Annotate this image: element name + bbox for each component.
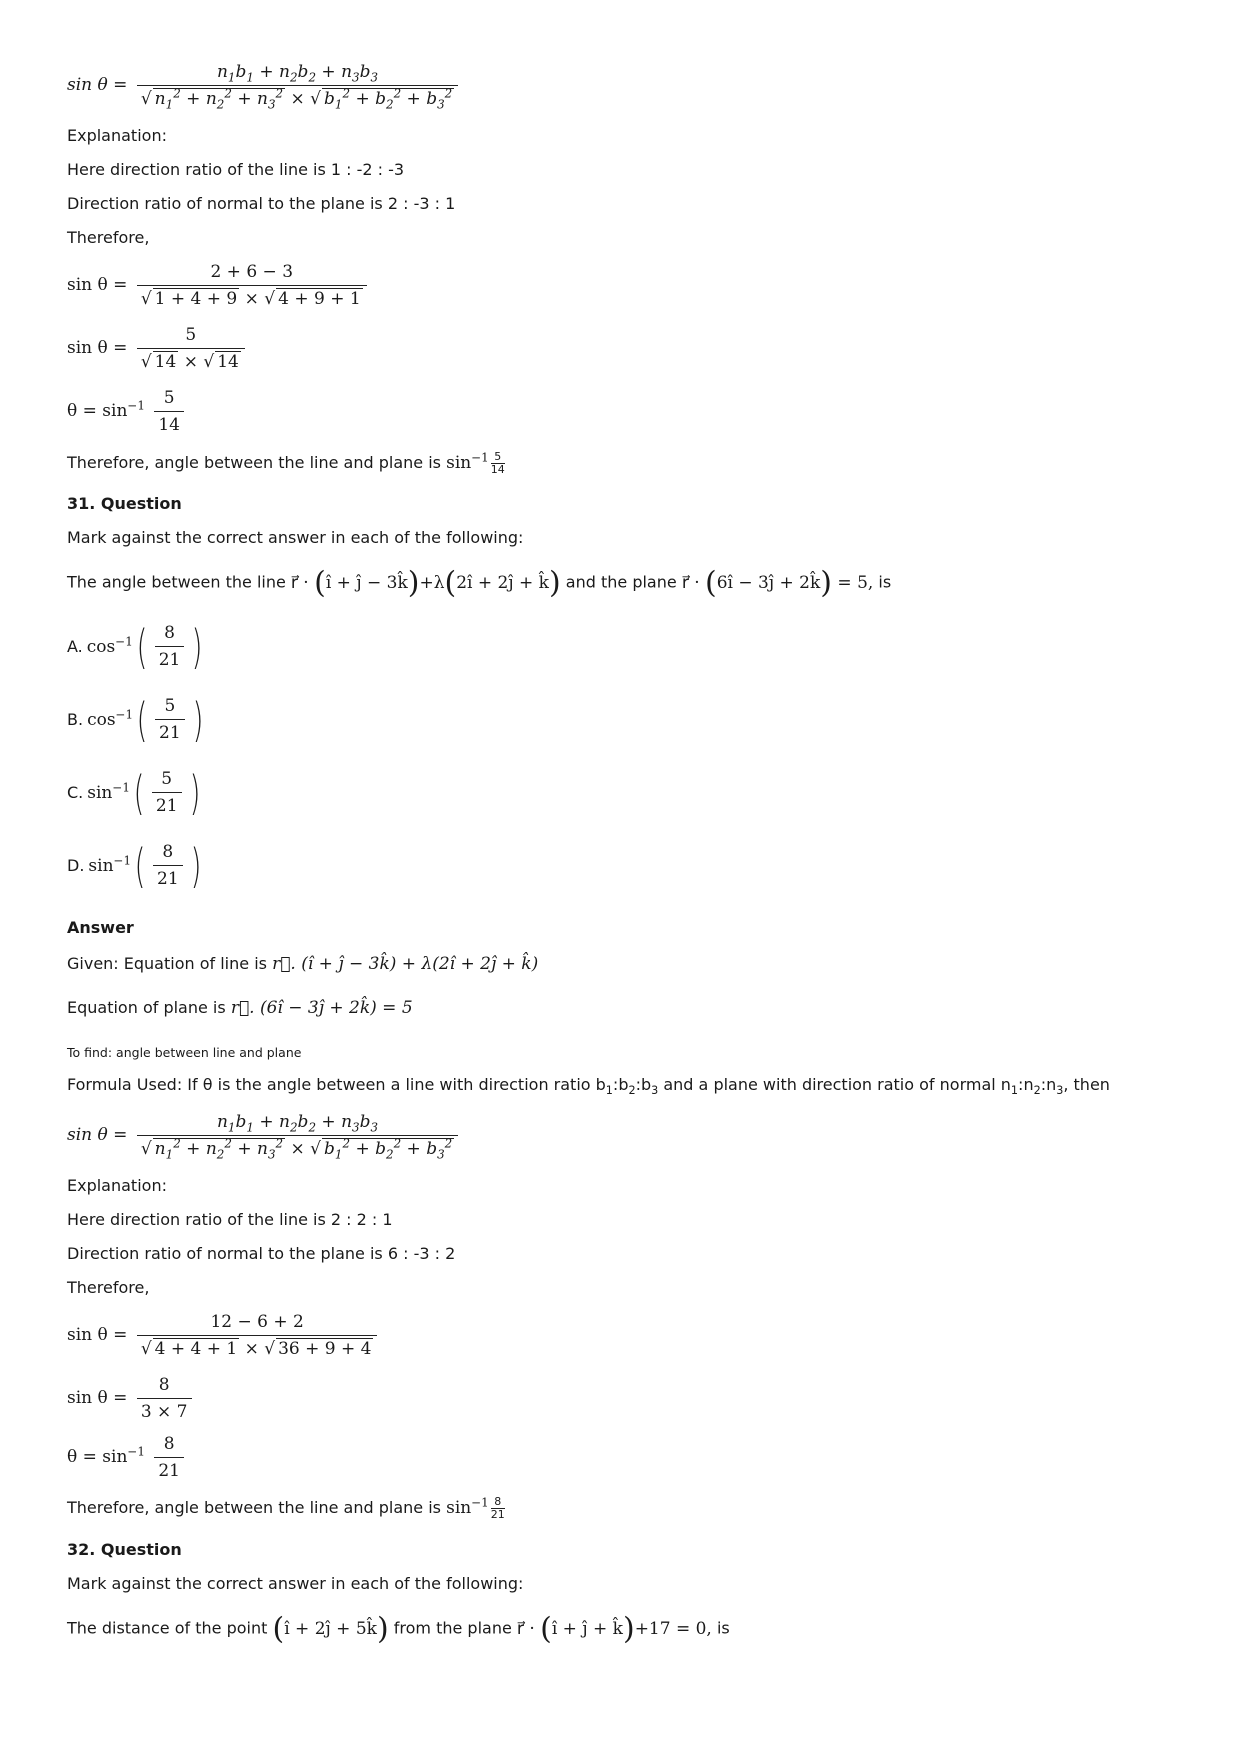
step-2-q31: sin θ = $\frac{8}{3 \times 7}$	[67, 1375, 196, 1422]
step-1: sin θ = $\frac{2 + 6 - 3}{√ 1 + 4 + 9 \times √ 4 + 9 + 1}$	[67, 262, 371, 309]
option-c[interactable]: C. $\sin^{-1}$ ( $\frac{5}{21}$ )	[67, 765, 200, 820]
therefore-label: Therefore,	[67, 228, 150, 247]
direction-ratio-normal-2: Direction ratio of normal to the plane is 6 : -3 : 2	[67, 1244, 456, 1263]
question-31-instruction: Mark against the correct answer in each of the following:	[67, 528, 524, 547]
given-plane: Equation of plane is r⃗. (6î − 3ĵ + 2k̂) = 5	[67, 998, 413, 1018]
to-find: To find: angle between line and plane	[67, 1045, 302, 1060]
option-a[interactable]: A. $\cos^{-1}$ ( $\frac{8}{21}$ )	[67, 619, 203, 674]
question-32-instruction: Mark against the correct answer in each of the following:	[67, 1574, 524, 1593]
formula-sin-theta-2: sin θ = $\frac{n_1b_1 + n_2b_2 + n_3b_3}{√ n_1^2 + n_2^2 + n_3^2 \times √ b_1^2 + b_2^2 + b_3^2}$	[67, 1112, 462, 1159]
explanation-label-2: Explanation:	[67, 1176, 167, 1195]
conclusion-q31: Therefore, angle between the line and plane is $\sin^{-1}$ $\frac{8}{21}$	[67, 1495, 505, 1521]
therefore-label-2: Therefore,	[67, 1278, 150, 1297]
given-line: Given: Equation of line is r⃗. (î + ĵ − 3k̂) + λ(2î + 2ĵ + k̂)	[67, 954, 539, 974]
direction-ratio-line: Here direction ratio of the line is 1 : -2 : -3	[67, 160, 405, 179]
question-32-heading: 32. Question	[67, 1540, 182, 1559]
question-31-stem: The angle between the line r⃗ · (î + ĵ − 3k̂)+λ(2î + 2ĵ + k̂) and the plane r⃗ · (6î − 3ĵ + 2k̂) = 5, is	[67, 565, 892, 600]
conclusion: Therefore, angle between the line and plane is $\sin^{-1}$ $\frac{5}{14}$	[67, 450, 505, 476]
formula-used: Formula Used: If θ is the angle between a line with direction ratio $b_1:b_2:b_3$ and a plane with direction ratio of normal $n_1:n_2:n_3$, then	[67, 1075, 1110, 1098]
direction-ratio-line-2: Here direction ratio of the line is 2 : 2 : 1	[67, 1210, 393, 1229]
option-b[interactable]: B. $\cos^{-1}$ ( $\frac{5}{21}$ )	[67, 692, 204, 747]
formula-sin-theta: sin θ = $\frac{n_1b_1 + n_2b_2 + n_3b_3}{√ n_1^2 + n_2^2 + n_3^2 \times √ b_1^2 + b_2^2 + b_3^2}$	[67, 62, 462, 109]
answer-heading: Answer	[67, 918, 134, 937]
option-d[interactable]: D. $\sin^{-1}$ ( $\frac{8}{21}$ )	[67, 838, 202, 893]
step-3: $\theta = \sin^{-1}$ $\frac{5}{14}$	[67, 388, 188, 435]
question-31-heading: 31. Question	[67, 494, 182, 513]
direction-ratio-normal: Direction ratio of normal to the plane is 2 : -3 : 1	[67, 194, 456, 213]
question-32-stem: The distance of the point (î + 2ĵ + 5k̂) from the plane r⃗ · (î + ĵ + k̂)+17 = 0, is	[67, 1611, 730, 1646]
explanation-label: Explanation:	[67, 126, 167, 145]
step-3-q31: $\theta = \sin^{-1}$ $\frac{8}{21}$	[67, 1434, 188, 1481]
step-1-q31: sin θ = $\frac{12 - 6 + 2}{√ 4 + 4 + 1 \times √ 36 + 9 + 4}$	[67, 1312, 381, 1359]
step-2: sin θ = $\frac{5}{√ 14 \times √ 14}$	[67, 325, 249, 372]
